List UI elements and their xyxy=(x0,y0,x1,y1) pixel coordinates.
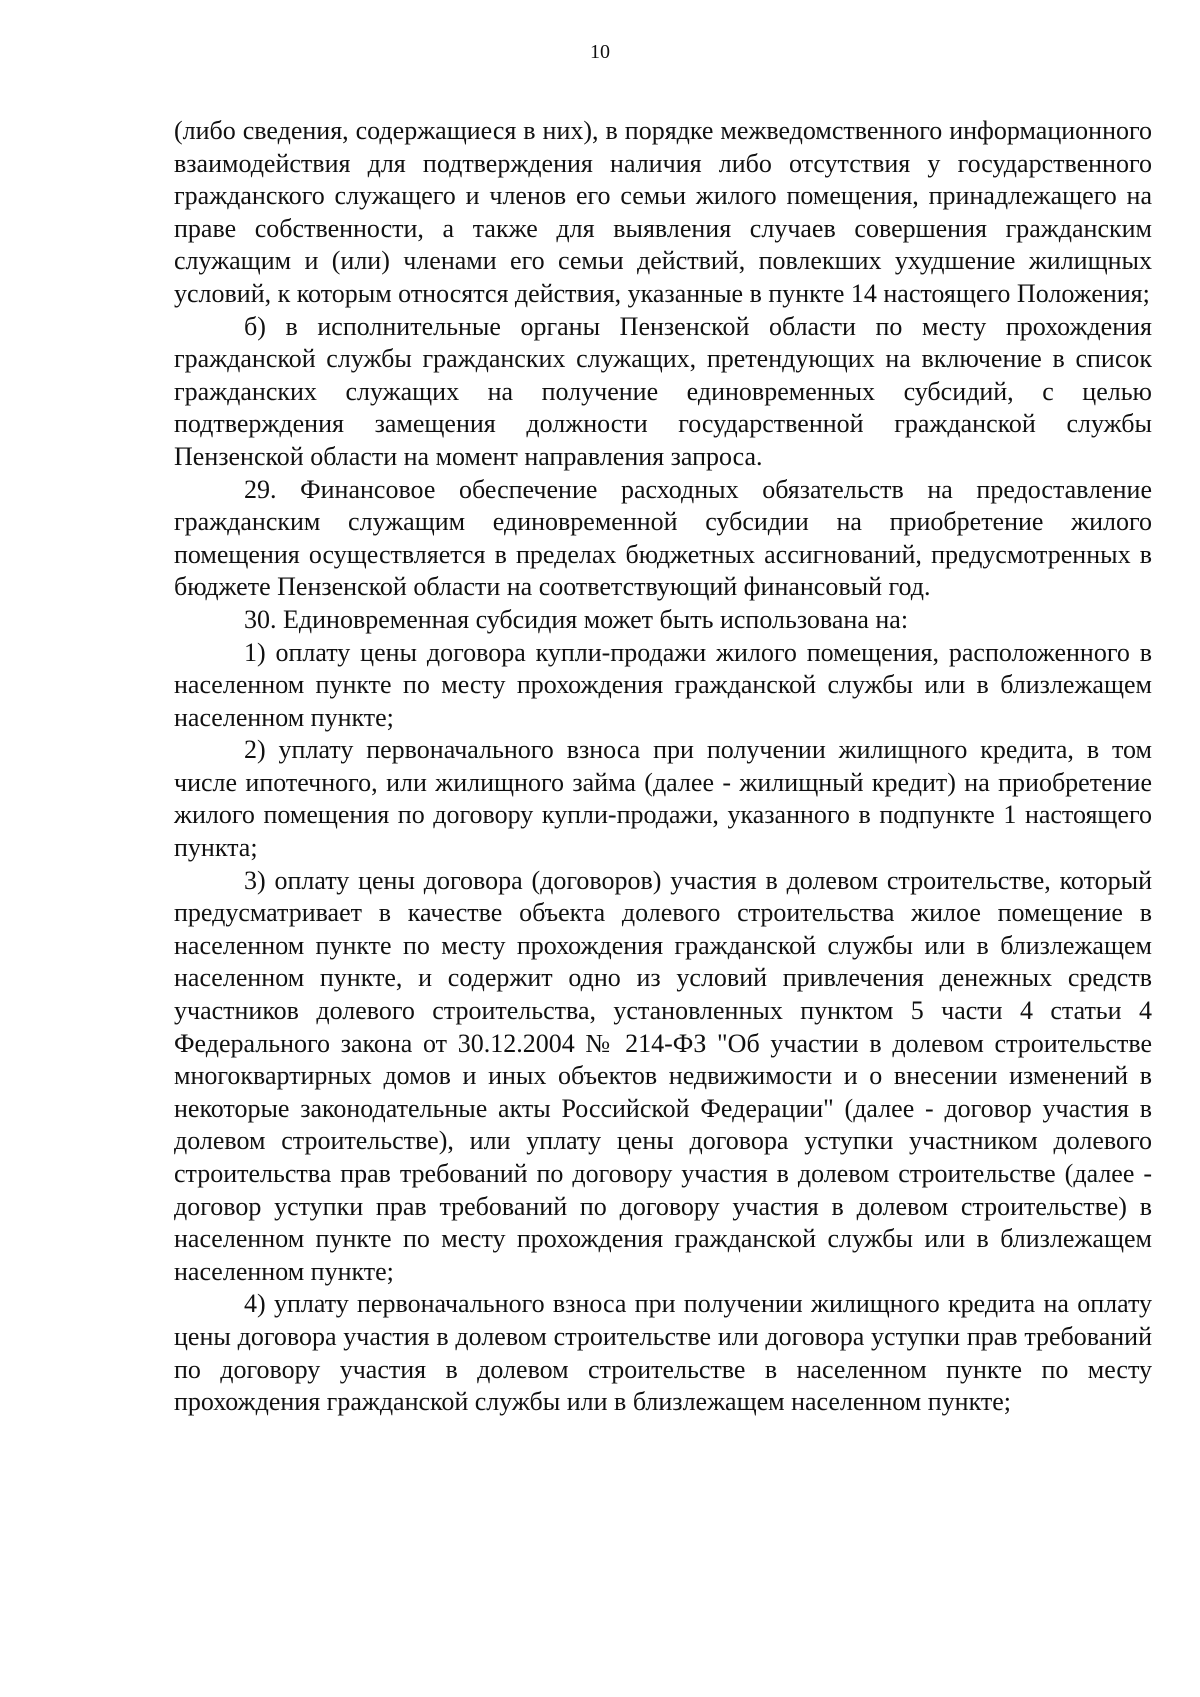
paragraph-item-2: 2) уплату первоначального взноса при получении жилищного кредита, в том числе ипотечного, или жилищного займа (далее - жилищный кредит) на приобретение жилого помещения по договору купли-продажи, указанного в подпункте 1 настоящего пункта; xyxy=(174,735,1152,863)
paragraph-item-4: 4) уплату первоначального взноса при получении жилищного кредита на оплату цены договора участия в долевом строительстве или договора уступки прав требований по договору участия в долевом строительстве в населенном пункте по месту прохождения гражданской службы или в близлежащем населенном пункте; xyxy=(174,1289,1152,1417)
paragraph-clause-30: 30. Единовременная субсидия может быть использована на: xyxy=(244,604,909,634)
paragraph-clause-29: 29. Финансовое обеспечение расходных обязательств на предоставление гражданским служащим единовременной субсидии на приобретение жилого помещения осуществляется в пределах бюджетных ассигнований, предусмотренных в бюджете Пензенской области на соответствующий финансовый год. xyxy=(174,474,1152,602)
paragraph-item-3: 3) оплату цены договора (договоров) участия в долевом строительстве, который предусматривает в качестве объекта долевого строительства жилое помещение в населенном пункте по месту прохождения гражданской службы или в близлежащем населенном пункте, и содержит одно из условий привлечения денежных средств участников долевого строительства, установленных пунктом 5 части 4 статьи 4 Федерального закона от 30.12.2004 № 214-ФЗ "Об участии в долевом строительстве многоквартирных домов и иных объектов недвижимости и о внесении изменений в некоторые законодательные акты Российской Федерации" (далее - договор участия в долевом строительстве), или уплату цены договора уступки участником долевого строительства прав требований по договору участия в долевом строительстве (далее - договор уступки прав требований по договору участия в долевом строительстве) в населенном пункте по месту прохождения гражданской службы или в близлежащем населенном пункте; xyxy=(174,865,1152,1286)
page-number: 10 xyxy=(590,41,610,63)
document-body xyxy=(174,115,1152,1419)
paragraph-continuation: (либо сведения, содержащиеся в них), в порядке межведомственного информационного взаимодействия для подтверждения наличия либо отсутствия у государственного гражданского служащего и членов его семьи жилого помещения, принадлежащего на праве собственности, а также для выявления случаев совершения гражданским служащим и (или) членами его семьи действий, повлекших ухудшение жилищных условий, к которым относятся действия, указанные в пункте 14 настоящего Положения; xyxy=(174,116,1152,308)
paragraph-subitem-b: б) в исполнительные органы Пензенской области по месту прохождения гражданской службы гражданских служащих, претендующих на включение в список гражданских служащих на получение единовременных субсидий, с целью подтверждения замещения должности государственной гражданской службы Пензенской области на момент направления запроса. xyxy=(174,311,1152,471)
paragraph-item-1: 1) оплату цены договора купли-продажи жилого помещения, расположенного в населенном пункте по месту прохождения гражданской службы или в близлежащем населенном пункте; xyxy=(174,637,1152,732)
